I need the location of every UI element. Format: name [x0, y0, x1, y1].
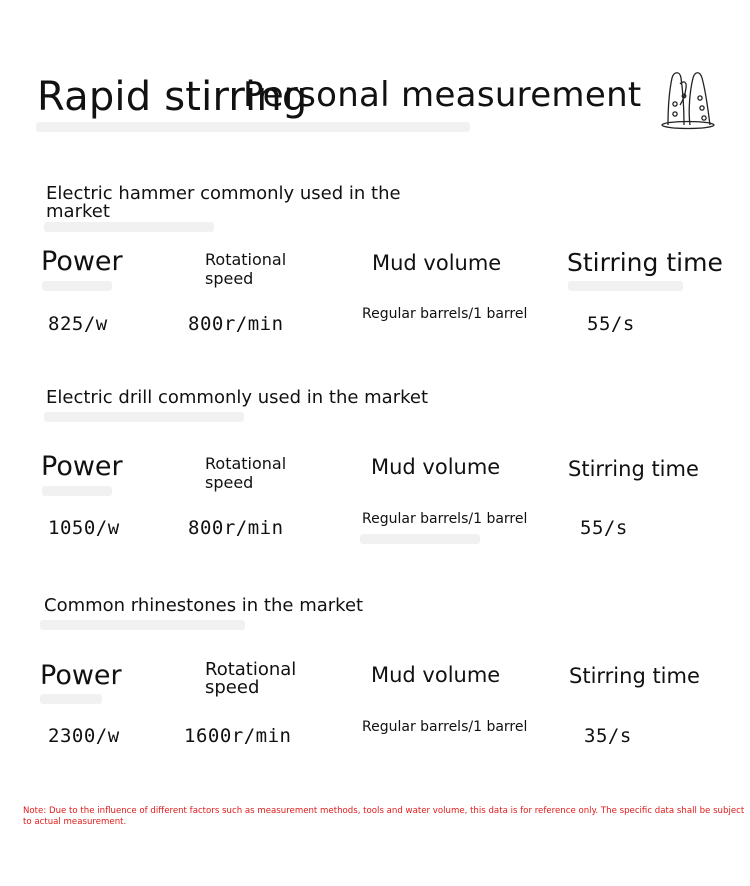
header-rotational-speed: Rotational speed [205, 250, 287, 288]
value-power: 1050/w [48, 517, 120, 539]
header-stirring-time: Stirring time [568, 457, 699, 481]
value-mud-volume: Regular barrels/1 barrel [362, 511, 528, 527]
header-power: Power [41, 451, 123, 482]
value-rotational-speed: 800r/min [188, 313, 284, 335]
page-title: Rapid stirring [37, 74, 308, 120]
stirring-paddle-icon [660, 70, 716, 130]
value-mud-volume: Regular barrels/1 barrel [362, 306, 528, 322]
header-stirring-time: Stirring time [567, 248, 723, 277]
value-rotational-speed: 1600r/min [184, 725, 292, 747]
value-stirring-time: 55/s [580, 517, 628, 539]
header-mud-volume: Mud volume [371, 663, 501, 687]
page-subtitle: Personal measurement [243, 75, 642, 115]
value-mud-volume: Regular barrels/1 barrel [362, 719, 528, 735]
header-rotational-speed: Rotational speed [205, 454, 287, 492]
section-title: Electric drill commonly used in the market [46, 387, 429, 408]
header-mud-volume: Mud volume [371, 455, 501, 479]
section-title: Common rhinestones in the market [44, 595, 364, 616]
header-stirring-time: Stirring time [569, 664, 700, 688]
value-stirring-time: 35/s [584, 725, 632, 747]
header-rotational-speed: Rotational speed [205, 659, 297, 698]
value-power: 2300/w [48, 725, 120, 747]
value-rotational-speed: 800r/min [188, 517, 284, 539]
section-title: Electric hammer commonly used in the market [46, 183, 401, 222]
footnote: Note: Due to the influence of different factors such as measurement methods, tools and water volume, this data is for reference only. The specific data shall be subject to actual measurement. [23, 806, 745, 827]
value-power: 825/w [48, 313, 108, 335]
header-power: Power [41, 246, 123, 277]
value-stirring-time: 55/s [587, 313, 635, 335]
header-power: Power [40, 660, 122, 691]
header-mud-volume: Mud volume [372, 251, 502, 275]
